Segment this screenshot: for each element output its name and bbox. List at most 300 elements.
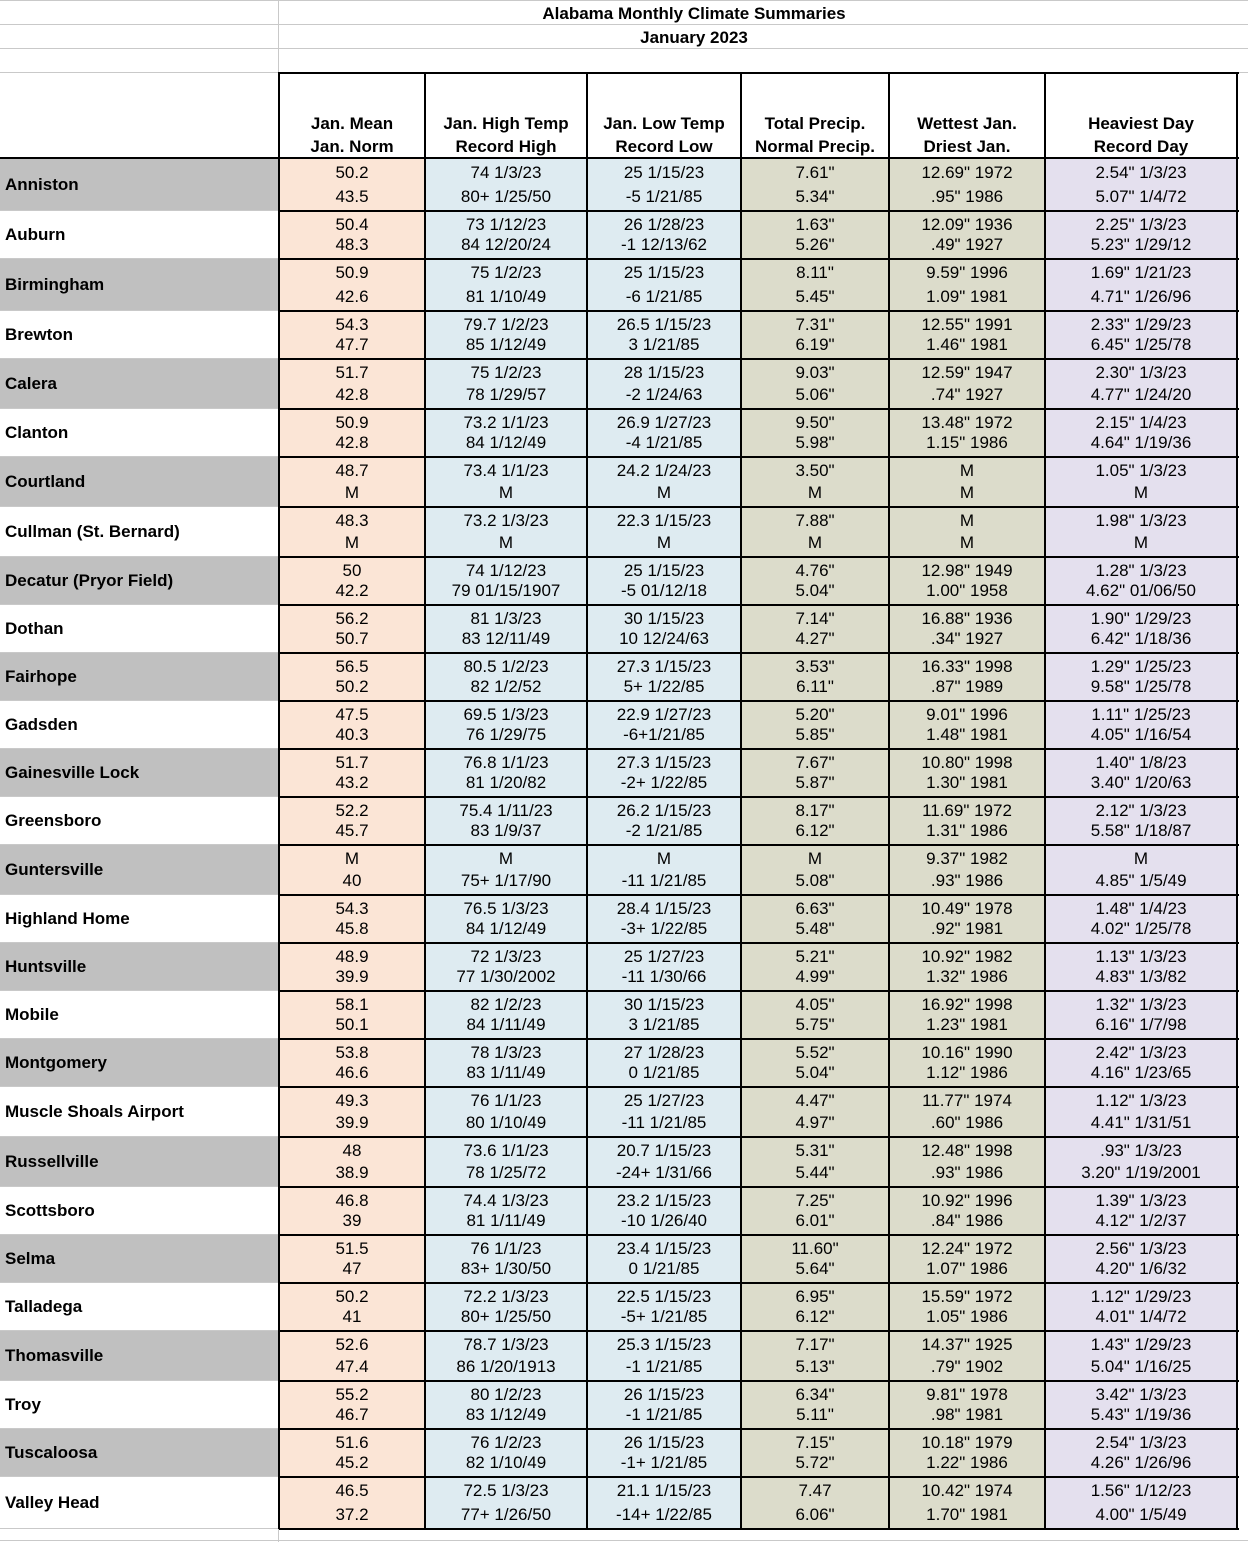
cell-value-normal: 4.00" 1/5/49 <box>1095 1505 1187 1524</box>
cell-value-current: 81 1/3/23 <box>470 609 542 628</box>
cell-value-normal: 5.72" <box>795 1453 835 1472</box>
cell-value-current: 28.4 1/15/23 <box>616 899 712 918</box>
cell-value-normal: 6.11" <box>796 677 834 696</box>
cell-value-normal: M <box>344 533 360 552</box>
cell-value-normal: 83 12/11/49 <box>461 629 551 648</box>
cell-value-normal: 4.83" 1/3/82 <box>1095 967 1187 986</box>
cell-value-normal: 4.26" 1/26/96 <box>1090 1453 1192 1472</box>
cell-value-normal: 5.48" <box>795 919 835 938</box>
cell-value-current: 10.92" 1982 <box>921 947 1013 966</box>
cell-value-current: M <box>344 849 360 868</box>
cell-value-normal: 83 1/12/49 <box>465 1405 547 1424</box>
cell-value-current: 26.9 1/27/23 <box>616 413 712 432</box>
cell-value-current: 50.4 <box>335 215 369 234</box>
cell-value-current: 58.1 <box>335 995 369 1014</box>
cell-value-normal: 5.85" <box>795 725 835 744</box>
cell-value-normal: 39 <box>342 1211 362 1230</box>
cell-value-current: 48 <box>342 1141 362 1160</box>
cell-value-current: 25 1/15/23 <box>623 561 705 580</box>
cell-value-normal: 42.6 <box>335 287 369 306</box>
cell-value-current: 6.63" <box>795 899 835 918</box>
cell-value-normal: 39.9 <box>335 1113 369 1132</box>
cell-value-normal: 4.16" 1/23/65 <box>1090 1063 1192 1082</box>
cell-value-normal: 1.05" 1986 <box>926 1307 1008 1326</box>
station-name: Valley Head <box>5 1493 100 1512</box>
cell-value-current: M <box>959 511 975 530</box>
cell-value-normal: -1 1/21/85 <box>625 1357 703 1376</box>
station-name: Birmingham <box>5 275 105 294</box>
cell-value-current: 73.6 1/1/23 <box>463 1141 549 1160</box>
cell-value-current: 26 1/28/23 <box>623 215 705 234</box>
cell-value-normal: 6.42" 1/18/36 <box>1090 629 1192 648</box>
station-name: Dothan <box>5 619 64 638</box>
cell-value-current: 10.42" 1974 <box>921 1481 1013 1500</box>
cell-value-normal: 6.06" <box>795 1505 835 1524</box>
cell-value-current: 25 1/27/23 <box>623 947 705 966</box>
cell-value-normal: 5.98" <box>795 433 835 452</box>
cell-value-normal: M <box>1133 533 1149 552</box>
column-header-line2: Record Day <box>1093 137 1189 156</box>
cell-value-normal: 45.7 <box>335 821 369 840</box>
cell-value-current: 50.2 <box>335 1287 369 1306</box>
cell-value-normal: 5.75" <box>795 1015 835 1034</box>
border <box>279 1186 1239 1188</box>
border <box>279 556 1239 558</box>
cell-value-normal: 1.07" 1986 <box>926 1259 1008 1278</box>
cell-value-normal: 47 <box>342 1259 362 1278</box>
station-name: Decatur (Pryor Field) <box>5 571 174 590</box>
cell-value-current: 22.5 1/15/23 <box>616 1287 712 1306</box>
cell-value-current: 23.4 1/15/23 <box>616 1239 712 1258</box>
cell-value-normal: 83 1/11/49 <box>466 1063 546 1082</box>
cell-value-current: 51.7 <box>335 363 369 382</box>
cell-value-normal: 5.43" 1/19/36 <box>1090 1405 1192 1424</box>
cell-value-normal: 83+ 1/30/50 <box>460 1259 552 1278</box>
cell-value-current: 49.3 <box>335 1091 369 1110</box>
cell-value-normal: M <box>498 483 514 502</box>
cell-value-current: 72.2 1/3/23 <box>463 1287 549 1306</box>
cell-value-normal: 4.85" 1/5/49 <box>1095 871 1187 890</box>
cell-value-normal: .49" 1927 <box>930 235 1004 254</box>
cell-value-normal: 1.31" 1986 <box>926 821 1008 840</box>
cell-value-normal: .60" 1986 <box>930 1113 1004 1132</box>
station-name: Tuscaloosa <box>5 1443 98 1462</box>
cell-value-normal: M <box>807 533 823 552</box>
cell-value-normal: -6 1/21/85 <box>625 287 703 306</box>
cell-value-current: 75 1/2/23 <box>470 263 542 282</box>
cell-value-current: 12.98" 1949 <box>921 561 1013 580</box>
cell-value-current: 75 1/2/23 <box>470 363 542 382</box>
border <box>279 408 1239 410</box>
cell-value-normal: 10 12/24/63 <box>619 629 709 648</box>
cell-value-current: 7.67" <box>795 753 835 772</box>
cell-value-current: 56.2 <box>335 609 369 628</box>
cell-value-normal: 5.06" <box>795 385 835 404</box>
cell-value-current: 1.29" 1/25/23 <box>1090 657 1192 676</box>
cell-value-current: 3.53" <box>795 657 835 676</box>
cell-value-normal: -2 1/21/85 <box>625 821 703 840</box>
border <box>279 1528 1239 1530</box>
cell-value-current: 24.2 1/24/23 <box>616 461 712 480</box>
cell-value-normal: 3.40" 1/20/63 <box>1090 773 1192 792</box>
station-name: Russellville <box>5 1152 99 1171</box>
border <box>279 652 1239 654</box>
border <box>279 844 1239 846</box>
cell-value-current: 1.11" 1/25/23 <box>1091 705 1191 724</box>
cell-value-current: 15.59" 1972 <box>921 1287 1013 1306</box>
cell-value-current: 6.34" <box>795 1385 835 1404</box>
cell-value-current: 51.6 <box>335 1433 369 1452</box>
cell-value-current: 73.2 1/3/23 <box>463 511 549 530</box>
cell-value-current: 1.12" 1/29/23 <box>1090 1287 1192 1306</box>
cell-value-current: 1.43" 1/29/23 <box>1090 1335 1192 1354</box>
station-name: Guntersville <box>5 860 104 879</box>
cell-value-normal: 37.2 <box>335 1505 369 1524</box>
cell-value-normal: 86 1/20/1913 <box>456 1357 556 1376</box>
border <box>279 942 1239 944</box>
cell-value-current: 12.55" 1991 <box>921 315 1013 334</box>
cell-value-normal: 5.13" <box>795 1357 835 1376</box>
cell-value-normal: 5.04" 1/16/25 <box>1090 1357 1192 1376</box>
cell-value-current: 50 <box>342 561 362 580</box>
cell-value-normal: 1.46" 1981 <box>926 335 1008 354</box>
cell-value-normal: 9.58" 1/25/78 <box>1090 677 1192 696</box>
cell-value-normal: -14+ 1/22/85 <box>616 1505 712 1524</box>
cell-value-normal: 43.2 <box>335 773 369 792</box>
cell-value-current: 20.7 1/15/23 <box>616 1141 712 1160</box>
cell-value-current: 53.8 <box>335 1043 369 1062</box>
cell-value-normal: 4.71" 1/26/96 <box>1090 287 1192 306</box>
cell-value-current: 2.54" 1/3/23 <box>1095 1433 1187 1452</box>
column-header-line1: Jan. Low Temp <box>603 114 725 133</box>
cell-value-current: 11.69" 1972 <box>922 801 1012 820</box>
cell-value-current: 10.18" 1979 <box>921 1433 1013 1452</box>
cell-value-current: 9.59" 1996 <box>926 263 1008 282</box>
cell-value-normal: 85 1/12/49 <box>465 335 547 354</box>
border <box>279 1136 1239 1138</box>
cell-value-current: 76.5 1/3/23 <box>463 899 549 918</box>
cell-value-current: 25.3 1/15/23 <box>616 1335 712 1354</box>
cell-value-current: 28 1/15/23 <box>623 363 705 382</box>
cell-value-normal: -4 1/21/85 <box>625 433 703 452</box>
cell-value-normal: 4.99" <box>795 967 835 986</box>
column-header-line2: Driest Jan. <box>923 137 1011 156</box>
border <box>279 1038 1239 1040</box>
border <box>279 990 1239 992</box>
border <box>279 358 1239 360</box>
cell-value-current: 26 1/15/23 <box>623 1385 705 1404</box>
sheet-subtitle: January 2023 <box>640 28 748 47</box>
column-header-line2: Jan. Norm <box>310 137 394 156</box>
cell-value-normal: 82 1/2/52 <box>470 677 542 696</box>
cell-value-current: 10.49" 1978 <box>921 899 1013 918</box>
cell-value-normal: M <box>656 483 672 502</box>
cell-value-current: 1.69" 1/21/23 <box>1090 263 1192 282</box>
cell-value-normal: -1+ 1/21/85 <box>620 1453 708 1472</box>
border <box>279 1330 1239 1332</box>
cell-value-current: 74.4 1/3/23 <box>463 1191 549 1210</box>
cell-value-normal: 4.05" 1/16/54 <box>1090 725 1192 744</box>
cell-value-current: 54.3 <box>335 315 369 334</box>
station-name: Huntsville <box>5 957 87 976</box>
cell-value-normal: 6.12" <box>795 821 835 840</box>
cell-value-current: 51.7 <box>335 753 369 772</box>
cell-value-normal: 43.5 <box>335 187 369 206</box>
cell-value-normal: 6.19" <box>795 335 835 354</box>
cell-value-normal: 42.2 <box>335 581 369 600</box>
cell-value-normal: .34" 1927 <box>930 629 1004 648</box>
cell-value-current: 25 1/15/23 <box>623 263 705 282</box>
cell-value-current: 11.60" <box>791 1239 839 1258</box>
border <box>279 700 1239 702</box>
cell-value-normal: 48.3 <box>335 235 369 254</box>
cell-value-normal: 41 <box>342 1307 362 1326</box>
cell-value-normal: -11 1/21/85 <box>621 871 707 890</box>
cell-value-current: 76 1/1/23 <box>470 1091 542 1110</box>
cell-value-normal: 5.45" <box>795 287 835 306</box>
sheet-title: Alabama Monthly Climate Summaries <box>542 4 846 23</box>
cell-value-current: 50.9 <box>335 263 369 282</box>
cell-value-normal: 1.00" 1958 <box>926 581 1008 600</box>
cell-value-normal: 5.58" 1/18/87 <box>1090 821 1192 840</box>
cell-value-current: 30 1/15/23 <box>623 995 705 1014</box>
cell-value-normal: -5 1/21/85 <box>625 187 703 206</box>
border <box>279 1282 1239 1284</box>
cell-value-normal: .98" 1981 <box>930 1405 1004 1424</box>
cell-value-current: 10.16" 1990 <box>921 1043 1013 1062</box>
cell-value-normal: 50.2 <box>335 677 369 696</box>
cell-value-current: 2.15" 1/4/23 <box>1095 413 1187 432</box>
cell-value-normal: 5.26" <box>795 235 835 254</box>
cell-value-current: 76 1/1/23 <box>470 1239 542 1258</box>
cell-value-current: 9.37" 1982 <box>926 849 1008 868</box>
cell-value-current: 73.2 1/1/23 <box>463 413 549 432</box>
cell-value-normal: M <box>498 533 514 552</box>
cell-value-normal: 45.8 <box>335 919 369 938</box>
cell-value-current: 48.9 <box>335 947 369 966</box>
cell-value-current: 12.09" 1936 <box>921 215 1013 234</box>
cell-value-normal: .79" 1902 <box>930 1357 1004 1376</box>
cell-value-normal: 6.45" 1/25/78 <box>1090 335 1192 354</box>
cell-value-normal: 1.15" 1986 <box>926 433 1008 452</box>
cell-value-normal: 5.34" <box>795 187 835 206</box>
cell-value-current: 27 1/28/23 <box>623 1043 705 1062</box>
column-header-line1: Total Precip. <box>764 114 866 133</box>
cell-value-current: 12.69" 1972 <box>921 163 1013 182</box>
border <box>279 1428 1239 1430</box>
cell-value-normal: 50.1 <box>335 1015 369 1034</box>
cell-value-current: 82 1/2/23 <box>470 995 542 1014</box>
border <box>279 1380 1239 1382</box>
cell-value-current: 8.11" <box>796 263 834 282</box>
cell-value-current: 25 1/27/23 <box>623 1091 705 1110</box>
cell-value-current: 46.8 <box>335 1191 369 1210</box>
cell-value-current: 7.14" <box>795 609 835 628</box>
cell-value-current: 73 1/12/23 <box>465 215 547 234</box>
cell-value-current: 46.5 <box>335 1481 369 1500</box>
cell-value-normal: 4.20" 1/6/32 <box>1095 1259 1187 1278</box>
station-name: Auburn <box>5 225 66 244</box>
cell-value-normal: 46.7 <box>335 1405 369 1424</box>
cell-value-normal: 82 1/10/49 <box>465 1453 547 1472</box>
cell-value-current: 5.20" <box>795 705 835 724</box>
cell-value-normal: -5+ 1/21/85 <box>620 1307 708 1326</box>
cell-value-normal: -2+ 1/22/85 <box>620 773 708 792</box>
cell-value-current: 16.88" 1936 <box>921 609 1013 628</box>
cell-value-normal: 77+ 1/26/50 <box>460 1505 552 1524</box>
cell-value-normal: 4.77" 1/24/20 <box>1090 385 1192 404</box>
cell-value-normal: 5.04" <box>795 1063 835 1082</box>
cell-value-current: 7.17" <box>795 1335 835 1354</box>
cell-value-normal: 39.9 <box>335 967 369 986</box>
cell-value-normal: .92" 1981 <box>930 919 1004 938</box>
cell-value-normal: 75+ 1/17/90 <box>460 871 552 890</box>
cell-value-current: 2.33" 1/29/23 <box>1090 315 1192 334</box>
border <box>279 258 1239 260</box>
cell-value-current: 7.88" <box>795 511 835 530</box>
station-name: Clanton <box>5 423 69 442</box>
cell-value-current: 47.5 <box>335 705 369 724</box>
station-name: Mobile <box>5 1005 59 1024</box>
column-header-line1: Heaviest Day <box>1088 114 1194 133</box>
cell-value-normal: 1.48" 1981 <box>926 725 1008 744</box>
cell-value-current: 78 1/3/23 <box>470 1043 542 1062</box>
column-header-line2: Record High <box>455 137 557 156</box>
cell-value-normal: 50.7 <box>335 629 369 648</box>
cell-value-current: 1.63" <box>795 215 835 234</box>
cell-value-normal: .93" 1986 <box>930 871 1004 890</box>
station-name: Montgomery <box>5 1053 107 1072</box>
cell-value-current: 1.28" 1/3/23 <box>1095 561 1187 580</box>
station-name: Calera <box>5 374 57 393</box>
cell-value-normal: 83 1/9/37 <box>470 821 542 840</box>
cell-value-normal: -11 1/30/66 <box>621 967 707 986</box>
gridline <box>0 24 1248 25</box>
cell-value-current: 1.05" 1/3/23 <box>1095 461 1187 480</box>
cell-value-current: 2.42" 1/3/23 <box>1095 1043 1187 1062</box>
cell-value-normal: 4.27" <box>795 629 835 648</box>
cell-value-current: 54.3 <box>335 899 369 918</box>
column-header-line1: Wettest Jan. <box>917 114 1017 133</box>
column-header-line2: Normal Precip. <box>755 137 875 156</box>
cell-value-current: M <box>498 849 514 868</box>
cell-value-normal: 77 1/30/2002 <box>456 967 556 986</box>
cell-value-normal: 4.62" 01/06/50 <box>1085 581 1197 600</box>
cell-value-current: 8.17" <box>795 801 835 820</box>
cell-value-normal: M <box>959 533 975 552</box>
cell-value-current: 5.21" <box>795 947 835 966</box>
cell-value-normal: 6.01" <box>795 1211 835 1230</box>
cell-value-normal: 4.02" 1/25/78 <box>1090 919 1192 938</box>
station-name: Troy <box>5 1395 41 1414</box>
cell-value-normal: 5.23" 1/29/12 <box>1090 235 1192 254</box>
cell-value-normal: 80 1/10/49 <box>465 1113 547 1132</box>
cell-value-normal: 42.8 <box>335 385 369 404</box>
cell-value-current: 10.92" 1996 <box>921 1191 1013 1210</box>
cell-value-normal: -24+ 1/31/66 <box>616 1163 712 1182</box>
cell-value-normal: 5.08" <box>795 871 835 890</box>
cell-value-normal: 4.97" <box>795 1113 835 1132</box>
cell-value-current: 25 1/15/23 <box>623 163 705 182</box>
column-header-line1: Jan. High Temp <box>443 114 569 133</box>
cell-value-normal: .84" 1986 <box>930 1211 1004 1230</box>
cell-value-current: 72 1/3/23 <box>470 947 542 966</box>
cell-value-normal: 80+ 1/25/50 <box>460 1307 552 1326</box>
cell-value-normal: 76 1/29/75 <box>465 725 547 744</box>
cell-value-current: 26.2 1/15/23 <box>616 801 712 820</box>
cell-value-normal: 5.64" <box>795 1259 835 1278</box>
cell-value-current: 5.31" <box>795 1141 835 1160</box>
cell-value-current: 3.50" <box>795 461 835 480</box>
cell-value-current: 4.76" <box>795 561 835 580</box>
cell-value-normal: .93" 1986 <box>930 1163 1004 1182</box>
cell-value-normal: -11 1/21/85 <box>621 1113 707 1132</box>
cell-value-normal: 3 1/21/85 <box>628 1015 700 1034</box>
cell-value-normal: 78 1/25/72 <box>465 1163 547 1182</box>
cell-value-normal: 0 1/21/85 <box>628 1063 700 1082</box>
station-name: Gadsden <box>5 715 78 734</box>
cell-value-current: 80 1/2/23 <box>470 1385 542 1404</box>
station-name: Fairhope <box>5 667 77 686</box>
cell-value-current: 50.2 <box>335 163 369 182</box>
cell-value-normal: 84 1/11/49 <box>466 1015 546 1034</box>
cell-value-normal: 5.07" 1/4/72 <box>1095 187 1187 206</box>
cell-value-normal: 4.41" 1/31/51 <box>1090 1113 1192 1132</box>
cell-value-current: 16.33" 1998 <box>921 657 1013 676</box>
cell-value-current: 26.5 1/15/23 <box>616 315 712 334</box>
cell-value-current: 4.05" <box>795 995 835 1014</box>
cell-value-current: 76 1/2/23 <box>470 1433 542 1452</box>
border <box>279 1086 1239 1088</box>
cell-value-normal: M <box>656 533 672 552</box>
cell-value-current: 23.2 1/15/23 <box>616 1191 712 1210</box>
cell-value-normal: -1 1/21/85 <box>625 1405 703 1424</box>
station-name: Highland Home <box>5 909 130 928</box>
cell-value-current: 12.59" 1947 <box>921 363 1013 382</box>
cell-value-current: 2.56" 1/3/23 <box>1095 1239 1187 1258</box>
cell-value-normal: 1.30" 1981 <box>926 773 1008 792</box>
cell-value-current: 2.30" 1/3/23 <box>1095 363 1187 382</box>
cell-value-current: 7.47 <box>798 1481 832 1500</box>
cell-value-current: 80.5 1/2/23 <box>463 657 549 676</box>
cell-value-normal: 79 01/15/1907 <box>451 581 561 600</box>
cell-value-current: 1.90" 1/29/23 <box>1090 609 1192 628</box>
cell-value-current: 52.6 <box>335 1335 369 1354</box>
cell-value-normal: 1.22" 1986 <box>926 1453 1008 1472</box>
cell-value-current: 1.98" 1/3/23 <box>1095 511 1187 530</box>
cell-value-normal: M <box>344 483 360 502</box>
cell-value-current: M <box>959 461 975 480</box>
station-name: Selma <box>5 1249 56 1268</box>
border <box>279 210 1239 212</box>
cell-value-current: 1.48" 1/4/23 <box>1095 899 1187 918</box>
gridline <box>0 0 1248 1</box>
cell-value-current: 2.12" 1/3/23 <box>1095 801 1187 820</box>
cell-value-current: 27.3 1/15/23 <box>616 753 712 772</box>
cell-value-normal: 84 12/20/24 <box>461 235 551 254</box>
border <box>279 1476 1239 1478</box>
cell-value-current: 16.92" 1998 <box>921 995 1013 1014</box>
border <box>279 604 1239 606</box>
cell-value-current: 75.4 1/11/23 <box>459 801 553 820</box>
cell-value-normal: 81 1/10/49 <box>465 287 547 306</box>
cell-value-current: 5.52" <box>795 1043 835 1062</box>
cell-value-current: 27.3 1/15/23 <box>616 657 712 676</box>
cell-value-normal: 38.9 <box>335 1163 369 1182</box>
cell-value-current: 21.1 1/15/23 <box>616 1481 712 1500</box>
cell-value-current: 48.7 <box>335 461 369 480</box>
cell-value-normal: 47.7 <box>335 335 369 354</box>
